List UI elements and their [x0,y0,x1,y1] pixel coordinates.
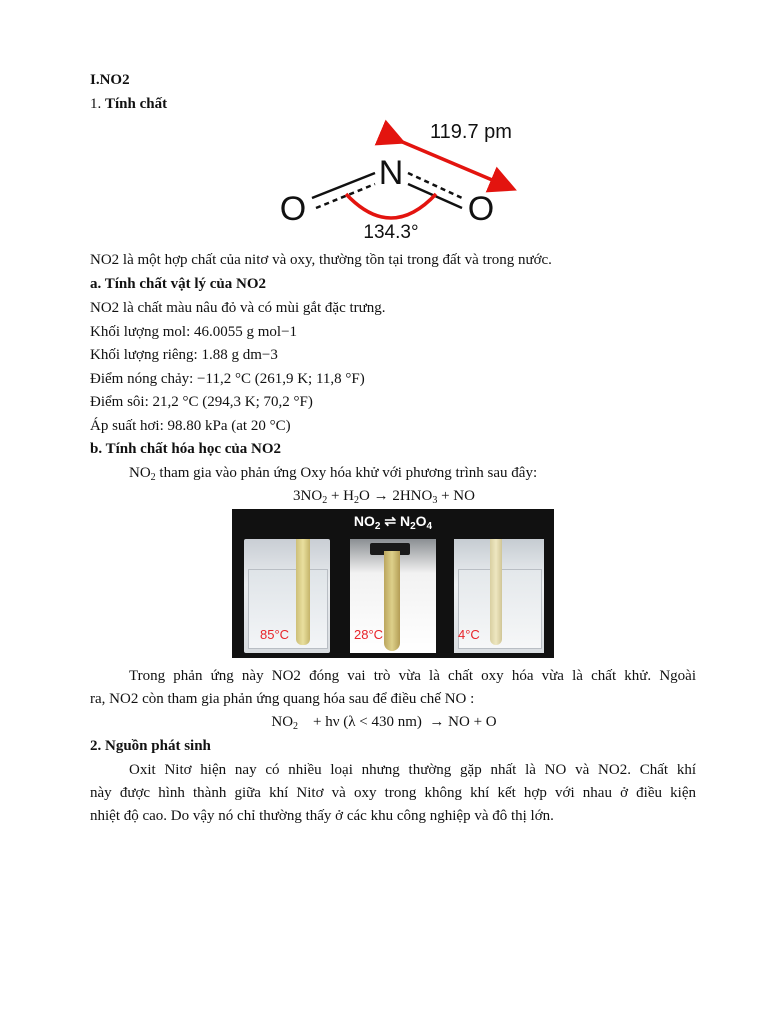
chemical-properties-heading: b. Tính chất hóa học của NO2 [90,441,282,457]
test-tube-cold [490,539,502,645]
physical-line-3: Khối lượng riêng: 1.88 g dm−3 [90,347,278,363]
section1-number: 1. [90,96,102,112]
chemical-paragraph-line-2: ra, NO2 còn tham gia phản ứng quang hóa sau để điều chế NO : [90,691,475,707]
section1-title: Tính chất [105,96,168,112]
equilibrium-photo [232,509,554,658]
physical-line-4: Điểm nóng chảy: −11,2 °C (261,9 K; 11,8 °F) [90,371,365,387]
physical-line-2: Khối lượng mol: 46.0055 g mol−1 [90,324,298,340]
physical-line-6: Áp suất hơi: 98.80 kPa (at 20 °C) [90,418,291,434]
bond-angle-arc [346,194,436,218]
temperature-label-cold: 4°C [458,627,480,642]
chemical-intro: $NO_2$ tham gia vào phản ứng Oxy hóa khử với phương trình sau đây: [129,465,538,483]
temperature-label-hot: 85°C [260,627,290,642]
bond-left-solid [312,173,375,198]
physical-line-1: NO2 là chất màu nâu đỏ và có mùi gắt đặc trưng. [90,300,386,316]
photochemical-equation: $NO_2$ + hν (λ < 430 nm) → NO + O [271,714,497,732]
oxygen-atom-left: O [279,190,307,228]
test-tube-hot [296,539,310,645]
test-tube-room [384,551,400,651]
no2-structure-diagram [260,118,522,242]
temperature-label-room: 28°C [354,627,384,642]
intro-paragraph: NO2 là một hợp chất của nitơ và oxy, thường tồn tại trong đất và trong nước. [90,252,552,268]
photo-title: $NO_2$ ⇌ $N_2O_4$ [353,513,433,532]
physical-line-5: Điểm sôi: 21,2 °C (294,3 K; 70,2 °F) [90,394,313,410]
bond-angle-label: 134.3° [363,222,419,242]
nitrogen-atom: N [378,154,404,192]
bond-length-arrow [393,138,504,185]
main-heading: I.NO2 [90,72,130,88]
section2-line-2: này được hình thành giữa khí Nitơ và oxy trong không khí kết hợp với nhau ở điều kiện [90,785,696,801]
physical-properties-heading: a. Tính chất vật lý của NO2 [90,276,266,292]
chemical-paragraph-line-1: Trong phản ứng này NO2 đóng vai trò vừa là chất oxy hóa vừa là chất khử. Ngoài [129,668,696,684]
section2-heading: 2. Nguồn phát sinh [90,738,211,754]
oxygen-atom-right: O [467,190,495,228]
bond-length-label: 119.7 pm [430,121,512,143]
section2-line-3: nhiệt độ cao. Do vậy nó chỉ thường thấy ở các khu công nghiệp và đô thị lớn. [90,808,554,824]
section2-line-1: Oxit Nitơ hiện nay có nhiều loại nhưng thường gặp nhất là NO và NO2. Chất khí [129,762,696,778]
section1-heading [90,94,167,114]
redox-equation: $3NO_2 + H_2O \to 2HNO_3$ + NO [293,488,475,506]
